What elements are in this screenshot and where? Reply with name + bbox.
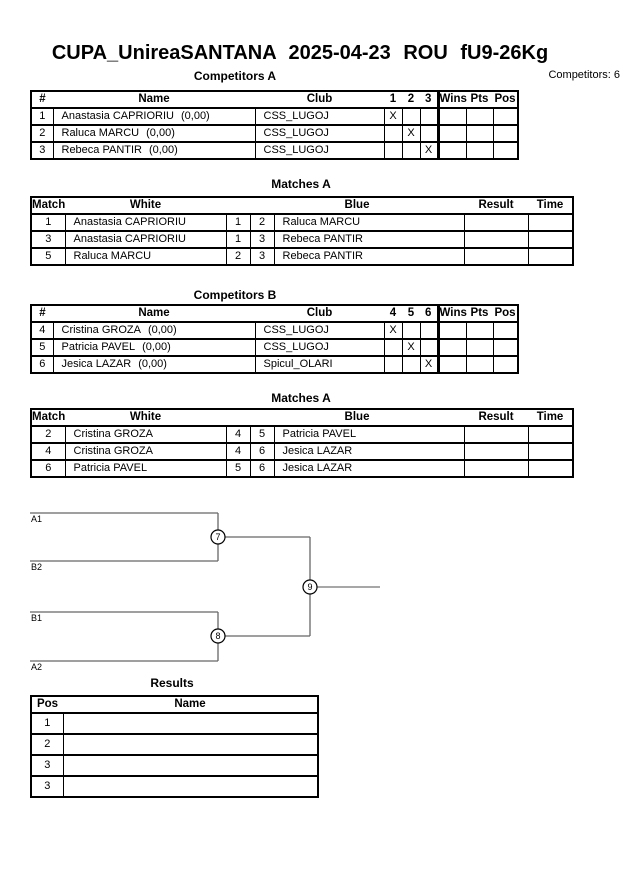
cell-num: 5	[31, 339, 53, 356]
competitor-rating: (0,00)	[147, 324, 177, 336]
competitor-name: Anastasia CAPRIORIU	[61, 110, 174, 122]
cell-result	[464, 248, 528, 265]
col-header-2: 2	[407, 93, 415, 105]
competitors-count: Competitors: 6	[548, 69, 620, 81]
cell-pos: 3	[31, 755, 63, 776]
cell-wins	[438, 125, 466, 142]
cell-match-3	[420, 108, 438, 125]
col-header-result: Result	[478, 199, 514, 211]
col-header-club: Club	[306, 307, 333, 319]
cell-club: CSS_LUGOJ	[255, 322, 384, 339]
cell-pos: 2	[31, 734, 63, 755]
cell-name	[53, 108, 255, 125]
table-header-row	[31, 409, 573, 426]
cell-wins	[438, 356, 466, 373]
bracket-lines	[30, 513, 313, 661]
cell-white-num: 4	[226, 426, 250, 443]
section-title-matches-a2: Matches A	[271, 391, 331, 405]
col-header-6: 6	[425, 307, 432, 319]
competitor-rating: (0,00)	[146, 127, 175, 139]
cell-match-6: X	[420, 356, 438, 373]
cell-pts	[466, 322, 493, 339]
cell-match-1	[384, 142, 402, 159]
cell-name	[63, 734, 318, 755]
cell-result	[464, 460, 528, 477]
table-row	[31, 426, 573, 443]
cell-blue-name: Rebeca PANTIR	[274, 231, 464, 248]
table-row	[31, 231, 573, 248]
cell-white-name: Anastasia CAPRIORIU	[65, 231, 226, 248]
col-header-time: Time	[536, 199, 564, 211]
col-header-num: #	[39, 93, 46, 105]
table-header-row	[31, 696, 318, 713]
table-header-row	[31, 305, 518, 322]
cell-pts	[466, 339, 493, 356]
col-header-num: #	[39, 307, 46, 319]
cell-pos	[493, 125, 518, 142]
competitor-name: Jesica LAZAR	[61, 358, 132, 370]
col-header-white: White	[129, 199, 162, 211]
cell-white-num: 1	[226, 214, 250, 231]
col-header-name: Name	[138, 93, 170, 105]
match-number-9: 9	[307, 582, 313, 592]
seed-label-a1: A1	[31, 514, 43, 524]
cell-num: 4	[31, 322, 53, 339]
cell-time	[528, 214, 573, 231]
cell-blue-name: Patricia PAVEL	[274, 426, 464, 443]
cell-pos: 1	[31, 713, 63, 734]
table-header-row	[31, 91, 518, 108]
col-header-pos: Pos	[494, 307, 516, 319]
cell-name	[63, 713, 318, 734]
cell-match-number: 4	[31, 443, 65, 460]
cell-match-1	[384, 125, 402, 142]
cell-blue-num: 5	[250, 426, 274, 443]
col-header-pts: Pts	[470, 93, 489, 105]
col-header-white: White	[129, 411, 162, 423]
cell-wins	[438, 108, 466, 125]
section-title-results: Results	[150, 676, 194, 690]
cell-match-4	[384, 339, 402, 356]
table-row	[31, 214, 573, 231]
cell-blue-name: Raluca MARCU	[274, 214, 464, 231]
cell-blue-name: Rebeca PANTIR	[274, 248, 464, 265]
cell-result	[464, 443, 528, 460]
cell-club: CSS_LUGOJ	[255, 142, 384, 159]
table-row	[31, 713, 318, 734]
col-header-match: Match	[32, 199, 66, 211]
col-header-result: Result	[478, 411, 514, 423]
cell-white-name: Cristina GROZA	[65, 426, 226, 443]
cell-match-number: 1	[31, 214, 65, 231]
cell-pos	[493, 339, 518, 356]
col-header-blue: Blue	[344, 199, 370, 211]
competitor-name: Cristina GROZA	[61, 324, 141, 336]
cell-blue-name: Jesica LAZAR	[274, 460, 464, 477]
competitor-name: Rebeca PANTIR	[61, 144, 142, 156]
col-header-pts: Pts	[470, 307, 489, 319]
seed-label-b2: B2	[31, 562, 43, 572]
cell-white-num: 5	[226, 460, 250, 477]
cell-pos	[493, 322, 518, 339]
col-header-blue: Blue	[344, 411, 370, 423]
seed-label-b1: B1	[31, 613, 43, 623]
cell-result	[464, 214, 528, 231]
cell-blue-num: 6	[250, 460, 274, 477]
table-row	[31, 734, 318, 755]
cell-match-1: X	[384, 108, 402, 125]
col-header-4: 4	[389, 307, 397, 319]
cell-name	[53, 339, 255, 356]
section-title-competitors-b: Competitors B	[193, 288, 277, 302]
table-row	[31, 443, 573, 460]
col-header-time: Time	[536, 411, 564, 423]
col-header-wins: Wins	[438, 305, 466, 322]
cell-club: CSS_LUGOJ	[255, 108, 384, 125]
results-table	[30, 695, 319, 798]
competitor-rating: (0,00)	[149, 144, 178, 156]
col-header-name: Name	[138, 307, 170, 319]
cell-match-4	[384, 356, 402, 373]
cell-name	[63, 755, 318, 776]
match-number-8: 8	[215, 631, 221, 641]
col-header-name: Name	[174, 698, 206, 710]
matches-a2-table	[30, 408, 574, 478]
cell-white-num: 2	[226, 248, 250, 265]
cell-pos: 3	[31, 776, 63, 797]
section-title-matches-a1: Matches A	[271, 177, 331, 191]
cell-pos	[493, 142, 518, 159]
cell-match-6	[420, 322, 438, 339]
cell-time	[528, 231, 573, 248]
table-row	[31, 356, 518, 373]
cell-pos	[493, 108, 518, 125]
competitors-a-table	[30, 90, 519, 160]
cell-num: 2	[31, 125, 53, 142]
table-row	[31, 108, 518, 125]
cell-blue-num: 3	[250, 248, 274, 265]
cell-blue-name: Jesica LAZAR	[274, 443, 464, 460]
cell-blue-num: 2	[250, 214, 274, 231]
cell-pts	[466, 108, 493, 125]
bracket-diagram	[0, 505, 630, 680]
cell-match-number: 6	[31, 460, 65, 477]
competitor-rating: (0,00)	[142, 341, 171, 353]
col-header-5: 5	[407, 307, 415, 319]
cell-pts	[466, 356, 493, 373]
cell-club: Spicul_OLARI	[255, 356, 384, 373]
cell-name	[53, 356, 255, 373]
cell-match-5	[402, 322, 420, 339]
cell-num: 3	[31, 142, 53, 159]
cell-club: CSS_LUGOJ	[255, 339, 384, 356]
col-header-match: Match	[32, 411, 66, 423]
page-title: CUPA_UnireaSANTANA 2025-04-23 ROU fU9-26Kg	[51, 42, 549, 64]
cell-match-number: 3	[31, 231, 65, 248]
cell-white-num: 4	[226, 443, 250, 460]
table-row	[31, 460, 573, 477]
col-header-spacer	[226, 409, 250, 426]
cell-match-number: 5	[31, 248, 65, 265]
col-header-spacer	[226, 197, 250, 214]
section-title-competitors-a: Competitors A	[193, 69, 277, 83]
cell-time	[528, 443, 573, 460]
cell-pts	[466, 142, 493, 159]
table-row	[31, 755, 318, 776]
col-header-pos: Pos	[36, 698, 59, 710]
competitor-rating: (0,00)	[180, 110, 210, 122]
table-row	[31, 776, 318, 797]
cell-blue-num: 3	[250, 231, 274, 248]
cell-name	[63, 776, 318, 797]
col-header-1: 1	[389, 93, 397, 105]
cell-white-name: Cristina GROZA	[65, 443, 226, 460]
col-header-pos: Pos	[494, 93, 516, 105]
cell-time	[528, 426, 573, 443]
cell-name	[53, 322, 255, 339]
cell-num: 6	[31, 356, 53, 373]
cell-match-2	[402, 108, 420, 125]
cell-white-name: Patricia PAVEL	[65, 460, 226, 477]
cell-club: CSS_LUGOJ	[255, 125, 384, 142]
cell-pos	[493, 356, 518, 373]
cell-match-5: X	[402, 339, 420, 356]
col-header-club: Club	[306, 93, 333, 105]
cell-pts	[466, 125, 493, 142]
cell-white-name: Raluca MARCU	[65, 248, 226, 265]
cell-match-4: X	[384, 322, 402, 339]
table-row	[31, 142, 518, 159]
col-header-3: 3	[425, 93, 432, 105]
cell-match-2	[402, 142, 420, 159]
matches-a1-table	[30, 196, 574, 266]
table-row	[31, 125, 518, 142]
cell-match-3	[420, 125, 438, 142]
table-header-row	[31, 197, 573, 214]
seed-label-a2: A2	[31, 662, 43, 672]
cell-num: 1	[31, 108, 53, 125]
cell-name	[53, 142, 255, 159]
competitor-rating: (0,00)	[138, 358, 167, 370]
table-row	[31, 339, 518, 356]
cell-white-num: 1	[226, 231, 250, 248]
cell-result	[464, 231, 528, 248]
cell-match-5	[402, 356, 420, 373]
cell-result	[464, 426, 528, 443]
competitors-b-table	[30, 304, 519, 374]
cell-time	[528, 248, 573, 265]
cell-wins	[438, 142, 466, 159]
competitor-name: Patricia PAVEL	[61, 341, 136, 353]
cell-name	[53, 125, 255, 142]
cell-wins	[438, 322, 466, 339]
competitor-name: Raluca MARCU	[61, 127, 140, 139]
cell-match-6	[420, 339, 438, 356]
match-number-7: 7	[215, 532, 221, 542]
cell-match-2: X	[402, 125, 420, 142]
cell-match-number: 2	[31, 426, 65, 443]
table-row	[31, 322, 518, 339]
cell-wins	[438, 339, 466, 356]
cell-match-3: X	[420, 142, 438, 159]
table-row	[31, 248, 573, 265]
cell-white-name: Anastasia CAPRIORIU	[65, 214, 226, 231]
col-header-wins: Wins	[438, 91, 466, 108]
cell-blue-num: 6	[250, 443, 274, 460]
cell-time	[528, 460, 573, 477]
